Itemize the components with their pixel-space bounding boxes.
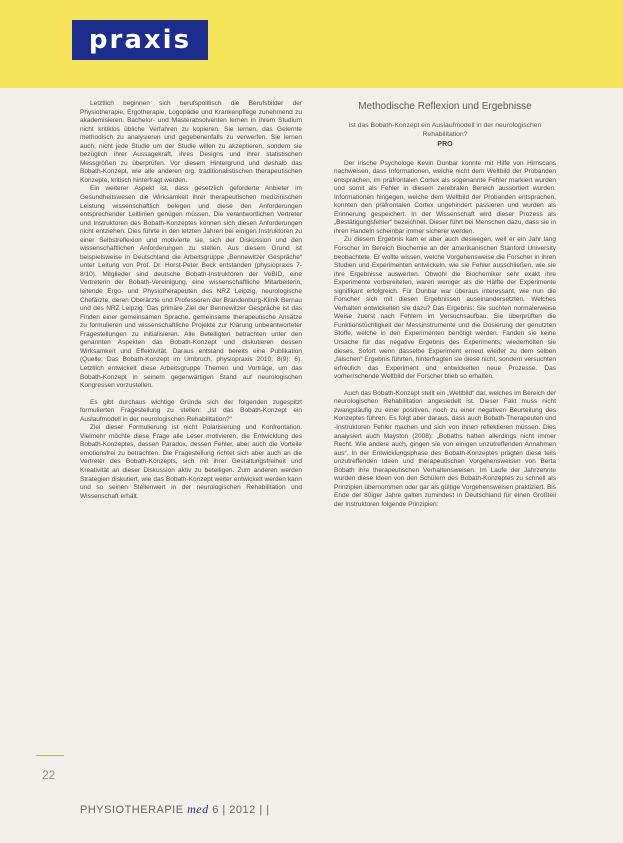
paragraph: Zu diesem Ergebnis kam er aber auch deswegen, weil er ein Jahr lang Forscher im Bereich Biochemie an der amerikanischen Stanford University beobachtete. Er wollte wissen, welche Vorgehensweise die Forscher in ihren Studien und Experimenten entwickeln, wie sie Fehler ausschließen, wie sie ihre Ergebnisse auswerten. Obwohl die Biochemiker sehr exakt ihre Experimente vorbereiteten, waren weniger als die Hälfte der Experimente signifikant erfolgreich. Für Dunbar war überaus interessant, wie nun die Forscher sich mit diesen Ergebnissen auseinandersetzten. Welches Verhalten entwickelten sie dazu? Das Ergebnis: Sie suchten normalerweise Weise zuerst nach Fehlern im Versuchsaufbau. Sie überprüften die Funktionstüchtigkeit der Messinstrumente und die Dosierung der genutzten Stoffe, welche in den Experimenten benötigt werden. Fanden sie keine Ursache für das negative Ergebnis des Experiments, wiederholten sie dieses. Sofort wenn dasselbe Experiment erneut wieder zu dem selben „falschen“ Ergebnis führten, hinterfragten sie diese nicht, sondern versuchten erfreulich das Experiment und entwickelten neue Prozesse. Das vorherrschende Weltbild der Forscher blieb so erhalten. — [334, 236, 556, 381]
page-number-rule — [36, 755, 64, 756]
paragraph: Der irische Psychologe Kevin Dunbar konnte mit Hilfe von Hirnscans nachweisen, dass Informationen, welche nicht dem Weltbild der Probanden entsprachen, im präfrontalen Cortex als sogenannte Fehler markiert wurden und somit als Fehler in diesem zerebralen Bereich aussortiert wurden. Informationen hingegen, welche dem Weltbild der Probanden entsprachen, konnten den präfrontalen Cortex ungehindert passieren und wurden als Erinnerung gespeichert. In der Wissenschaft wird dieser Prozess als „Bestätigungsfehler“ bezeichnet. Dieser führt bei Menschen dazu, dass sie in ihren Handeln scheinbar immer sicherer werden. — [334, 159, 556, 235]
paragraph: Ein weiterer Aspekt ist, dass gesetzlich geforderte Anbieter im Gesundheitswesen die Wirksamkeit ihrer therapeutischen medizinischen Leistung wissenschaftlich belegen und diese den Anforderungen entsprechender Leitlinien genügen müssen. Die verantwortlichen Vertreter und Instruktoren des Bobath-Konzeptes können sich diesen Anforderungen nicht entziehen. Dies führte in den letzten Jahren bei einigen Instruktoren zu einer Selbstreflexion und motivierte sie, sich der Diskussion und den wissenschaftlichen Anforderungen zu stellen. Aus diesem Grund ist beispielsweise in Deutschland die Arbeitsgruppe „Bennewitzer Gespräche“ unter Leitung von Prof. Dr. Horst-Peter Beck entstanden (physiopraxis 7-8/10). Mitglieder sind deutsche Bobath-Instruktoren der VeBID, eine Vertreterin der Bobath-Vereinigung, eine wissenschaftliche Mitarbeiterin, leitende Ergo- und Physiotherapeuten des NRZ Leipzig, neurologische Chefärzte, deren Oberärzte und Professoren der Brandenburg-Klinik Bernau und des NRZ Leipzig. Das primäre Ziel der Bennewitzer Gespräche ist das Finden einer gemeinsamen Sprache, gemeinsame therapeutische Ansätze zu formulieren und wissenschaftliche Projekte zur Klärung unbeantworteter Fragestellungen zu initialisieren. Alle Beteiligten betrachten unter den genannten Aspekten das Bobath-Konzept und diskutieren dessen Wirksamkeit und Effektivität. Daraus entstand bereits eine Publikation (Quelle: Das Bobath-Konzept im Umbruch, physiopraxis 2010; 8(9): 6). Letztlich entwickelt diese Arbeitsgruppe Themen und Vorträge, um das Bobath-Konzept in seinem gegenwärtigen Stand auf neurologischen Kongressen vorzustellen. — [80, 185, 302, 390]
section-label: praxis — [88, 25, 192, 55]
paragraph: Auch das Bobath-Konzept stellt ein „Weltbild“ dar, welches im Bereich der neurologischen Rehabilitation angesiedelt ist. Dieser Fakt muss nicht zwangsläufig zu einer positiven, noch zu einer negativen Beurteilung des Konzeptes führen. Es folgt aber daraus, dass auch Bobath-Therapeuten und -Instruktoren Fehler machen und sich von ihnen reflektieren müssen. Dies analysiert auch Mayston (2008): „Bobaths hatten allerdings nicht immer Recht. Wie andere auch, gingen sie von einigen unzutreffenden Annahmen aus“. In der Entwicklungsphase des Bobath-Konzeptes prägten diese teils unzutreffenden Ideen und therapeutischen Vorgehensweisen von Berta Bobath ihre therapeutischen Verhaltensweisen. Im Laufe der Jahrzehnte wurden diese Ideen von den Schülern des Bobath-Konzeptes zu schnell als Prinzipien übernommen oder gar als gültige Vorgehensweisen praktiziert. Bis Ende der 80iger Jahre galten zumindest in Deutschland für einen Großteil der Instruktoren folgende Prinzipien: — [334, 389, 556, 508]
right-column — [334, 100, 556, 509]
page-number: 22 — [42, 768, 56, 782]
paragraph: Ziel dieser Formulierung ist nicht Polarisierung und Konfrontation. Vielmehr möchte diese Frage alle Leser motivieren, die Entwicklung des Bobath-Konzeptes, dessen Paradox, dessen Fehler, aber auch die Vorteile emotionsfrei zu betrachten. Die Fragestellung richtet sich aber auch an die Vertreter des Bobath-Konzepts, sich mit ihrer Gestaltungsfreiheit und Kreativität an dieser Diskussion aktiv zu beteiligen. Zum anderen werden Strategien diskutiert, wie das Bobath-Konzept weiter entwickelt werden kann und so seinen Stellenwert in der neurologischen Rehabilitation und Wissenschaft erhält. — [80, 424, 302, 500]
section-heading: Methodische Reflexion und Ergebnisse — [358, 101, 532, 112]
left-column — [80, 100, 302, 501]
paragraph: Letztlich beginnen sich berufspolitisch die Berufsbilder der Physiotherapie, Ergotherapie, Logopädie und Krankenpflege zunehmend zu akademisieren. Bachelor- und Masterabsolventen lernen in ihrem Studium nicht kritiklos übliche Verfahren zu kopieren. Sie lernen, das Gelernte methodisch zu analysieren und gegebenenfalls zu verwerfen. Sie lernen auch, nicht jede Studie um der Studie willen zu akzeptieren, sondern sie bezüglich ihrer Aussagekraft, ihres Designs und ihrer statistischen Messgrößen zu überprüfen. Vor diesem Hintergrund und deshalb das Bobath-Konzept, wie alle anderen org. traditionalistischen therapeutischen Konzepte, kritisch hinterfragt werden. — [80, 100, 302, 184]
journal-med: med — [187, 802, 209, 816]
paragraph: Es gibt durchaus wichtige Gründe sich der folgenden zugespitzt formulierten Fragestellung zu stellen: „Ist das Bobath-Konzept ein Auslaufmodell in der neurologischen Rehabilitation?“ — [80, 398, 302, 423]
stance-label: PRO — [437, 141, 453, 148]
question: Ist das Bobath-Konzept ein Auslaufmodell in der neurologischen Rehabilitation? — [348, 122, 542, 138]
section-tab — [72, 20, 208, 60]
issue-number: 6 | 2012 | | — [212, 804, 270, 816]
footer — [80, 802, 270, 817]
journal-name: PHYSIOTHERAPIE — [80, 804, 184, 816]
